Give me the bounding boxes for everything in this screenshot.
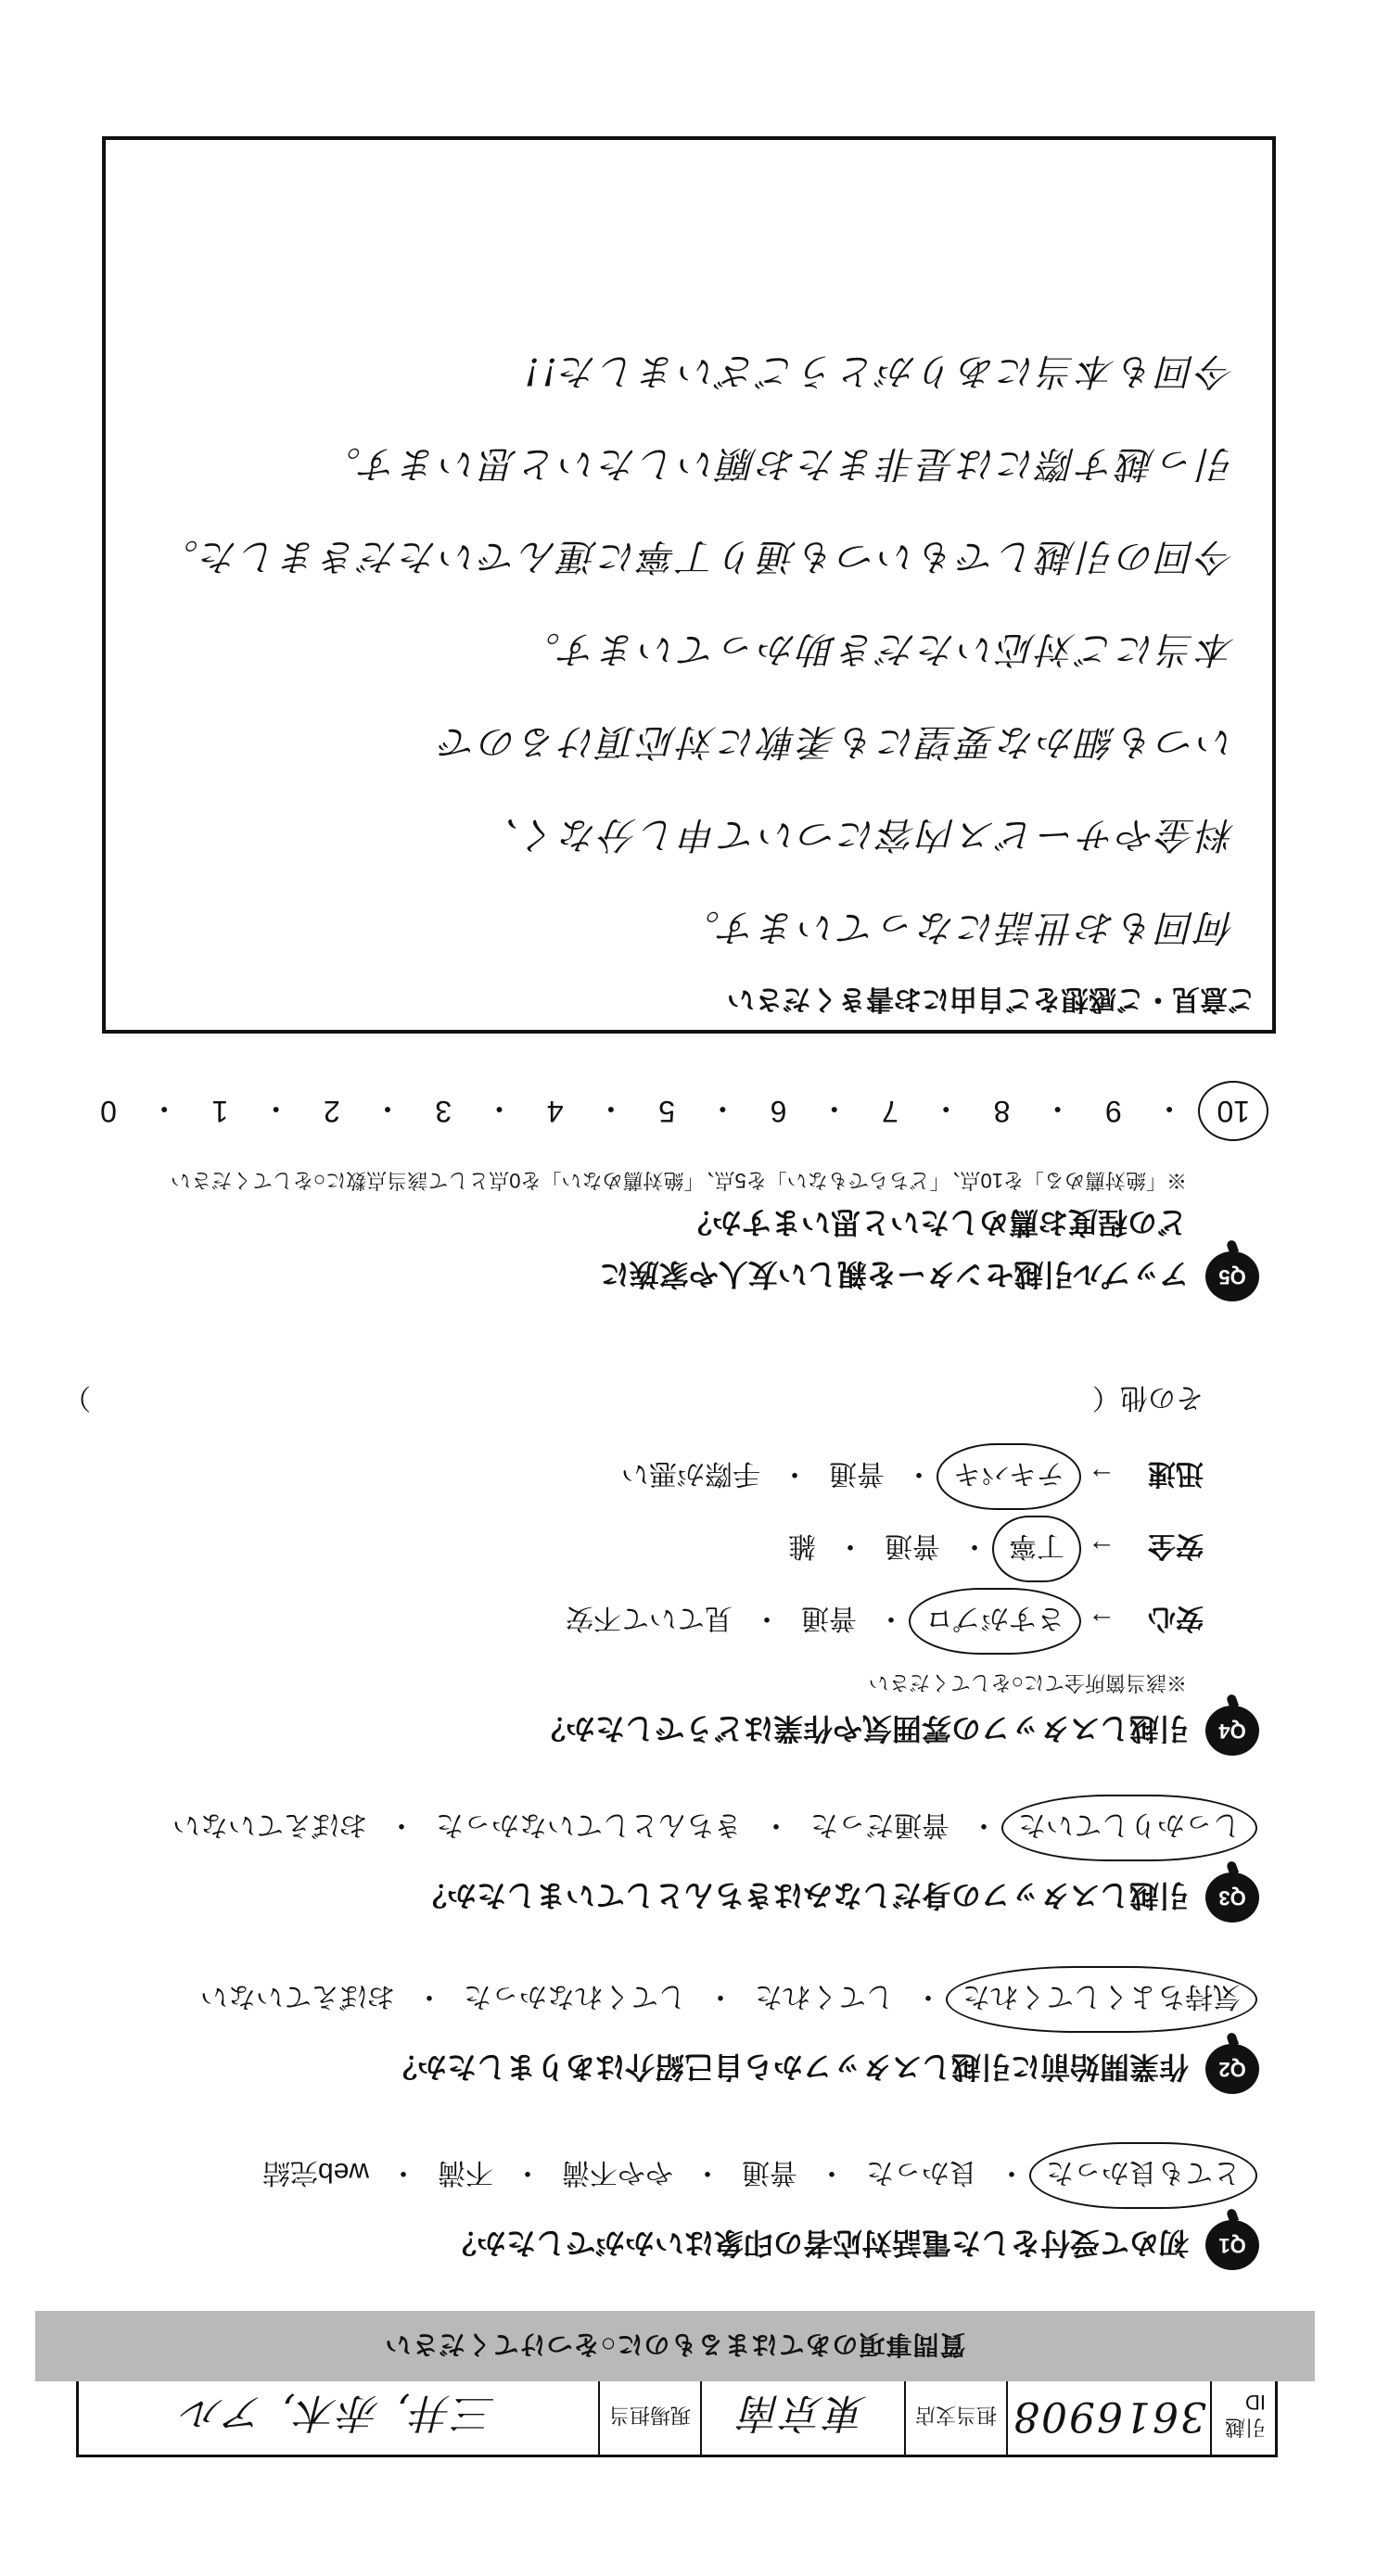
q5-score[interactable]: 8 bbox=[993, 1095, 1011, 1128]
q3-options: しっかりしていた ・ 普通だった ・ きちんとしていなかった ・ おぼえていない bbox=[100, 1804, 1250, 1852]
q5-score[interactable]: 3 bbox=[435, 1095, 452, 1128]
q4-row-label: 安心 bbox=[1148, 1603, 1204, 1633]
q3-option[interactable]: きちんとしていなかった bbox=[436, 1809, 742, 1840]
id-label: 引越ID bbox=[1210, 2379, 1275, 2455]
comments-title: ご意見・ご感想をご自由にお書きください bbox=[727, 983, 1255, 1014]
q1-options: とても良かった ・ 良かった ・ 普通 ・ やや不満 ・ 不満 ・ web完結 bbox=[100, 2151, 1250, 2200]
q5-score[interactable]: 5 bbox=[658, 1095, 676, 1128]
q2-badge: Q2 bbox=[1205, 2044, 1259, 2094]
q4-option[interactable]: 普通 bbox=[829, 1458, 885, 1489]
q5-scale: 10 ・ 9 ・ 8 ・ 7 ・ 6 ・ 5 ・ 4 ・ 3 ・ 2 ・ 1 ・ 0 bbox=[91, 1088, 1259, 1134]
q4-option[interactable]: 雑 bbox=[788, 1530, 816, 1561]
q4-row-anzen: 安全 → 丁寧 ・ 普通 ・ 雑 bbox=[100, 1525, 1204, 1573]
q2-option[interactable]: してくれなかった bbox=[464, 1981, 686, 2011]
question-3 bbox=[100, 1804, 1259, 1922]
q1-badge: Q1 bbox=[1205, 2220, 1259, 2270]
arrow-right-icon: → bbox=[1088, 1606, 1115, 1637]
q4-other[interactable] bbox=[63, 1380, 1204, 1421]
q5-score[interactable]: 0 bbox=[100, 1095, 117, 1128]
comment-line: 本当にご対応いただき助かっています。 bbox=[520, 628, 1235, 670]
q5-score[interactable]: 4 bbox=[546, 1095, 564, 1128]
q4-title: 引越しスタッフの雰囲気や作業はどうでしたか？ bbox=[535, 1712, 1189, 1745]
q3-option[interactable]: 普通だった bbox=[810, 1809, 949, 1840]
q3-badge: Q3 bbox=[1205, 1872, 1259, 1922]
q4-other-label: その他（ bbox=[1092, 1382, 1204, 1413]
q2-option[interactable]: してくれた bbox=[755, 1981, 894, 2011]
q4-note: ※該当箇所全てに○をしてください bbox=[868, 1671, 1187, 1694]
q4-badge: Q4 bbox=[1205, 1706, 1259, 1756]
q4-option-selected[interactable]: 丁寧 bbox=[1000, 1525, 1074, 1573]
question-1 bbox=[100, 2151, 1259, 2270]
q4-row-jinsoku: 迅速 → テキパキ ・ 普通 ・ 手際が悪い bbox=[100, 1453, 1204, 1501]
q4-option[interactable]: 普通 bbox=[801, 1603, 857, 1633]
instructions-band: 質問事項のあてはまるものに○をつけてください bbox=[35, 2311, 1315, 2381]
q5-subtitle: どの程度お薦めしたいと思いますか？ bbox=[682, 1206, 1187, 1239]
q5-score[interactable]: 2 bbox=[323, 1095, 340, 1128]
q2-option[interactable]: おぼえていない bbox=[200, 1981, 395, 2011]
leader-label: 現場担当 bbox=[598, 2379, 700, 2455]
comment-line: 何回もお世話になっています。 bbox=[680, 906, 1235, 948]
question-4 bbox=[63, 1380, 1259, 1756]
comment-line: 料金やサービス内容について申し分なく、 bbox=[478, 813, 1235, 856]
comments-box[interactable] bbox=[102, 136, 1276, 1034]
q1-option[interactable]: やや不満 bbox=[562, 2157, 673, 2188]
comment-line: 今回も本当にありがとうございました!! bbox=[521, 349, 1235, 392]
q3-option[interactable]: おぼえていない bbox=[172, 1809, 367, 1840]
q1-option-selected[interactable]: とても良かった bbox=[1037, 2151, 1250, 2200]
q4-row-anshin: 安心 → さすがプロ ・ 普通 ・ 見ていて不安 bbox=[100, 1597, 1204, 1645]
header-table bbox=[76, 2376, 1278, 2457]
q5-score[interactable]: 1 bbox=[211, 1095, 229, 1128]
q3-title: 引越しスタッフの身だしなみはきちんとしていましたか？ bbox=[416, 1879, 1189, 1912]
q4-option[interactable]: 見ていて不安 bbox=[566, 1603, 733, 1633]
q1-option[interactable]: web完結 bbox=[261, 2157, 369, 2188]
question-5 bbox=[100, 1088, 1259, 1301]
q4-row-label: 安全 bbox=[1148, 1530, 1204, 1561]
q4-other-close: ） bbox=[63, 1382, 91, 1413]
q1-title: 初めて受付をした電話対応者の印象はいかがでしたか？ bbox=[446, 2227, 1189, 2260]
q4-option-selected[interactable]: テキパキ bbox=[944, 1453, 1074, 1501]
arrow-right-icon: → bbox=[1088, 1534, 1115, 1565]
q5-score[interactable]: 7 bbox=[882, 1095, 898, 1128]
id-value: 3616908 bbox=[1006, 2379, 1210, 2455]
q5-score-selected[interactable]: 10 bbox=[1207, 1088, 1259, 1134]
q1-option[interactable]: 不満 bbox=[438, 2157, 493, 2188]
q1-option[interactable]: 良かった bbox=[866, 2157, 977, 2188]
q2-title: 作業開始前に引越しスタッフから自己紹介はありましたか？ bbox=[387, 2050, 1189, 2084]
arrow-right-icon: → bbox=[1088, 1462, 1115, 1492]
q5-score[interactable]: 9 bbox=[1104, 1095, 1122, 1128]
q4-option[interactable]: 手際が悪い bbox=[621, 1458, 760, 1489]
q5-badge: Q5 bbox=[1205, 1251, 1259, 1301]
branch-value: 東京南 bbox=[700, 2379, 904, 2455]
q4-row-label: 迅速 bbox=[1148, 1458, 1204, 1489]
question-2 bbox=[100, 1975, 1259, 2094]
q4-option-selected[interactable]: さすがプロ bbox=[916, 1597, 1074, 1645]
comment-line: 引っ越す際には是非またお願いしたいと思います。 bbox=[321, 442, 1235, 485]
q4-option[interactable]: 普通 bbox=[885, 1530, 940, 1561]
q5-title: アップル引越センターを親しい友人や家族に bbox=[599, 1258, 1189, 1291]
leader-value: 三井, 赤木, アル bbox=[181, 2389, 496, 2436]
q1-option[interactable]: 普通 bbox=[742, 2157, 797, 2188]
q2-option-selected[interactable]: 気持ちよくしてくれた bbox=[953, 1975, 1250, 2024]
comment-line: いつも細かな要望にも柔軟に対応頂けるので bbox=[438, 720, 1235, 763]
q2-options: 気持ちよくしてくれた ・ してくれた ・ してくれなかった ・ おぼえていない bbox=[100, 1975, 1250, 2024]
q5-note: ※「絶対薦める」を10点、「どちらでもない」を5点、「絶対薦めない」を0点として該当点数に○をしてください bbox=[170, 1169, 1187, 1192]
q5-score[interactable]: 6 bbox=[770, 1095, 787, 1128]
q3-option-selected[interactable]: しっかりしていた bbox=[1009, 1804, 1250, 1852]
comment-line: 今回の引越しでもいつも通り丁寧に運んでいただきました。 bbox=[159, 535, 1235, 577]
branch-label: 担当支店 bbox=[904, 2379, 1006, 2455]
